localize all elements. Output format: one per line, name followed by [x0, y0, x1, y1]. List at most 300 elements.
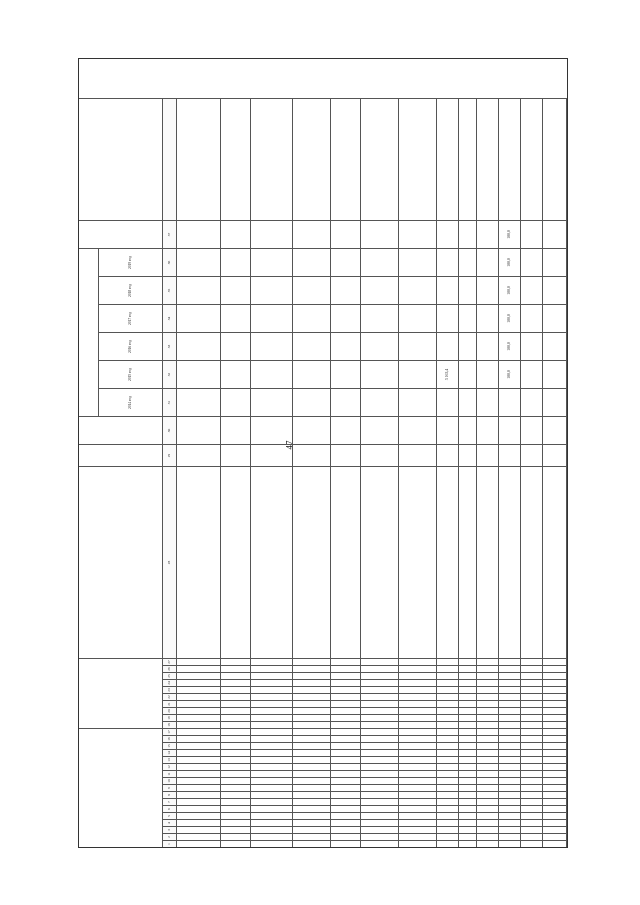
- code-cell: [251, 672, 293, 679]
- value-cell: 100,0: [499, 276, 521, 304]
- value-cell: [331, 276, 361, 304]
- code-cell: [399, 728, 437, 735]
- blank-cell: [437, 98, 459, 220]
- code-cell: [293, 777, 331, 784]
- code-cell: [543, 763, 567, 770]
- code-cell: [221, 770, 251, 777]
- column-number: 15: [163, 742, 177, 749]
- code-cell: [477, 721, 499, 728]
- value-cell: [477, 304, 499, 332]
- code-cell: [521, 700, 543, 707]
- code-cell: [521, 728, 543, 735]
- code-cell: [177, 770, 221, 777]
- code-cell: [543, 707, 567, 714]
- code-cell: [399, 686, 437, 693]
- code-cell: [251, 840, 293, 847]
- header-base-year: [79, 416, 163, 444]
- code-cell: [521, 826, 543, 833]
- value-cell: [437, 416, 459, 444]
- code-cell: [459, 735, 477, 742]
- code-cell: [331, 763, 361, 770]
- code-cell: [177, 763, 221, 770]
- header-year-2016: 2016 год: [99, 332, 163, 360]
- column-number: 28: [163, 466, 177, 658]
- code-cell: [499, 742, 521, 749]
- value-cell: [293, 388, 331, 416]
- code-cell: [499, 707, 521, 714]
- code-cell: [477, 840, 499, 847]
- code-cell: [221, 714, 251, 721]
- code-cell: [521, 791, 543, 798]
- unit-cell: [477, 444, 499, 466]
- column-number: 14: [163, 749, 177, 756]
- code-cell: [477, 791, 499, 798]
- value-cell: [437, 304, 459, 332]
- code-cell: [361, 700, 399, 707]
- code-cell: [221, 819, 251, 826]
- value-cell: [543, 416, 567, 444]
- code-cell: [331, 693, 361, 700]
- blank-cell: [251, 98, 293, 220]
- code-cell: [331, 784, 361, 791]
- unit-cell: [521, 444, 543, 466]
- value-cell: [543, 248, 567, 276]
- header-year-2019: 2019 год: [99, 248, 163, 276]
- value-cell: [521, 388, 543, 416]
- code-cell: [437, 714, 459, 721]
- code-cell: [437, 791, 459, 798]
- value-cell: [361, 388, 399, 416]
- code-cell: [521, 693, 543, 700]
- code-cell: [177, 756, 221, 763]
- code-cell: [361, 721, 399, 728]
- code-cell: [251, 805, 293, 812]
- code-cell: [543, 784, 567, 791]
- value-cell: [521, 304, 543, 332]
- code-cell: [221, 735, 251, 742]
- header-additional-codes: [79, 658, 163, 728]
- indicator-description: [251, 466, 293, 658]
- code-cell: [399, 714, 437, 721]
- unit-cell: [331, 444, 361, 466]
- code-cell: [477, 735, 499, 742]
- code-cell: [293, 679, 331, 686]
- code-cell: [477, 686, 499, 693]
- code-cell: [521, 665, 543, 672]
- column-number: 5: [163, 812, 177, 819]
- value-cell: [543, 276, 567, 304]
- code-cell: [543, 735, 567, 742]
- code-cell: [499, 693, 521, 700]
- code-cell: [331, 826, 361, 833]
- code-cell: [177, 798, 221, 805]
- code-cell: [361, 749, 399, 756]
- value-cell: [521, 220, 543, 248]
- code-cell: [521, 805, 543, 812]
- code-cell: [521, 707, 543, 714]
- value-cell: [293, 416, 331, 444]
- value-cell: [361, 220, 399, 248]
- code-cell: [437, 700, 459, 707]
- code-cell: [499, 812, 521, 819]
- value-cell: [521, 276, 543, 304]
- code-cell: [399, 700, 437, 707]
- column-number-blank: [163, 98, 177, 220]
- code-cell: [459, 721, 477, 728]
- code-cell: [177, 819, 221, 826]
- code-cell: [543, 770, 567, 777]
- code-cell: [399, 658, 437, 665]
- code-cell: [521, 840, 543, 847]
- code-cell: [293, 819, 331, 826]
- code-cell: [177, 658, 221, 665]
- code-cell: [459, 826, 477, 833]
- code-cell: [459, 833, 477, 840]
- code-cell: [221, 805, 251, 812]
- code-cell: [361, 665, 399, 672]
- code-cell: [293, 812, 331, 819]
- code-cell: [437, 707, 459, 714]
- value-cell: [293, 220, 331, 248]
- code-cell: [521, 686, 543, 693]
- code-cell: [361, 826, 399, 833]
- value-cell: [459, 276, 477, 304]
- value-cell: [437, 248, 459, 276]
- value-cell: [399, 304, 437, 332]
- column-number: 31: [163, 388, 177, 416]
- value-cell: [251, 220, 293, 248]
- value-cell: [477, 276, 499, 304]
- code-cell: [459, 742, 477, 749]
- code-cell: [293, 770, 331, 777]
- value-cell: [221, 276, 251, 304]
- value-cell: 100,0: [499, 248, 521, 276]
- code-cell: [477, 763, 499, 770]
- indicator-description: [331, 466, 361, 658]
- column-number: 10: [163, 777, 177, 784]
- code-cell: [437, 721, 459, 728]
- code-cell: [293, 805, 331, 812]
- program-indicators-table: [78, 58, 568, 848]
- unit-cell: [437, 444, 459, 466]
- code-cell: [251, 777, 293, 784]
- code-cell: [459, 693, 477, 700]
- value-cell: [177, 332, 221, 360]
- code-cell: [521, 770, 543, 777]
- code-cell: [293, 791, 331, 798]
- code-cell: [459, 679, 477, 686]
- header-years-group: [79, 248, 99, 416]
- code-cell: [177, 721, 221, 728]
- column-number: 32: [163, 360, 177, 388]
- code-cell: [459, 728, 477, 735]
- code-cell: [361, 756, 399, 763]
- column-number: 6: [163, 805, 177, 812]
- code-cell: [437, 798, 459, 805]
- code-cell: [437, 826, 459, 833]
- code-cell: [251, 784, 293, 791]
- unit-cell: [221, 444, 251, 466]
- value-cell: [437, 388, 459, 416]
- code-cell: [293, 700, 331, 707]
- column-number: 3: [163, 826, 177, 833]
- blank-cell: [477, 98, 499, 220]
- value-cell: [331, 220, 361, 248]
- code-cell: [331, 770, 361, 777]
- code-cell: [331, 833, 361, 840]
- code-cell: [399, 784, 437, 791]
- value-cell: 3 163,4: [437, 360, 459, 388]
- value-cell: [251, 360, 293, 388]
- code-cell: [459, 812, 477, 819]
- code-cell: [361, 812, 399, 819]
- code-cell: [399, 756, 437, 763]
- unit-cell: [399, 444, 437, 466]
- code-cell: [499, 791, 521, 798]
- code-cell: [251, 658, 293, 665]
- code-cell: [251, 679, 293, 686]
- code-cell: [399, 819, 437, 826]
- value-cell: [293, 360, 331, 388]
- blank-cell: [293, 98, 331, 220]
- value-cell: [399, 248, 437, 276]
- column-number: 18: [163, 721, 177, 728]
- code-cell: [399, 826, 437, 833]
- code-cell: [221, 686, 251, 693]
- code-cell: [543, 728, 567, 735]
- blank-cell: [177, 98, 221, 220]
- code-cell: [293, 756, 331, 763]
- value-cell: [251, 388, 293, 416]
- code-cell: [543, 721, 567, 728]
- code-cell: [399, 777, 437, 784]
- code-cell: [521, 798, 543, 805]
- code-cell: [331, 707, 361, 714]
- code-cell: [399, 812, 437, 819]
- code-cell: [361, 798, 399, 805]
- unit-cell: [543, 444, 567, 466]
- column-number: 16: [163, 735, 177, 742]
- code-cell: [459, 756, 477, 763]
- blank-cell: [543, 98, 567, 220]
- code-cell: [177, 686, 221, 693]
- value-cell: [221, 248, 251, 276]
- code-cell: [521, 714, 543, 721]
- code-cell: [459, 665, 477, 672]
- value-cell: [177, 276, 221, 304]
- code-cell: [543, 798, 567, 805]
- code-cell: [459, 798, 477, 805]
- code-cell: [293, 840, 331, 847]
- code-cell: [221, 721, 251, 728]
- blank-cell: [499, 98, 521, 220]
- code-cell: [543, 826, 567, 833]
- code-cell: [221, 742, 251, 749]
- code-cell: [361, 791, 399, 798]
- code-cell: [177, 714, 221, 721]
- value-cell: [361, 416, 399, 444]
- code-cell: [477, 700, 499, 707]
- code-cell: [251, 686, 293, 693]
- code-cell: [331, 742, 361, 749]
- code-cell: [331, 658, 361, 665]
- code-cell: [177, 784, 221, 791]
- unit-cell: [459, 444, 477, 466]
- page-number: 47: [284, 440, 295, 450]
- code-cell: [459, 658, 477, 665]
- code-cell: [361, 707, 399, 714]
- code-cell: [221, 756, 251, 763]
- value-cell: [459, 416, 477, 444]
- header-year-2017: 2017 год: [99, 304, 163, 332]
- code-cell: [177, 700, 221, 707]
- value-cell: [251, 248, 293, 276]
- code-cell: [477, 693, 499, 700]
- unit-cell: [499, 444, 521, 466]
- indicator-description: [437, 466, 459, 658]
- code-cell: [221, 679, 251, 686]
- value-cell: [477, 220, 499, 248]
- code-cell: [221, 833, 251, 840]
- code-cell: [499, 819, 521, 826]
- code-cell: [177, 728, 221, 735]
- code-cell: [543, 791, 567, 798]
- code-cell: [543, 819, 567, 826]
- code-cell: [251, 819, 293, 826]
- value-cell: [459, 360, 477, 388]
- column-number: 21: [163, 700, 177, 707]
- code-cell: [499, 658, 521, 665]
- code-cell: [499, 798, 521, 805]
- value-cell: [221, 304, 251, 332]
- code-cell: [221, 728, 251, 735]
- code-cell: [361, 833, 399, 840]
- value-cell: [459, 304, 477, 332]
- code-cell: [361, 728, 399, 735]
- code-cell: [499, 770, 521, 777]
- value-cell: [251, 416, 293, 444]
- indicator-description: [221, 466, 251, 658]
- code-cell: [477, 714, 499, 721]
- code-cell: [251, 728, 293, 735]
- header-target-value: [79, 220, 163, 248]
- code-cell: [521, 756, 543, 763]
- code-cell: [521, 833, 543, 840]
- code-cell: [251, 693, 293, 700]
- code-cell: [177, 826, 221, 833]
- code-cell: [293, 728, 331, 735]
- value-cell: [459, 388, 477, 416]
- value-cell: [221, 388, 251, 416]
- value-cell: [293, 276, 331, 304]
- code-cell: [459, 770, 477, 777]
- code-cell: [543, 658, 567, 665]
- column-number: 2: [163, 833, 177, 840]
- code-cell: [361, 714, 399, 721]
- value-cell: [521, 360, 543, 388]
- value-cell: [543, 220, 567, 248]
- indicator-description: [459, 466, 477, 658]
- value-cell: [521, 416, 543, 444]
- code-cell: [293, 665, 331, 672]
- code-cell: [331, 840, 361, 847]
- code-cell: [499, 721, 521, 728]
- value-cell: [293, 248, 331, 276]
- code-cell: [543, 812, 567, 819]
- code-cell: [293, 826, 331, 833]
- indicator-description: [293, 466, 331, 658]
- value-cell: [221, 332, 251, 360]
- value-cell: 100,0: [499, 304, 521, 332]
- code-cell: [361, 672, 399, 679]
- code-cell: [221, 707, 251, 714]
- value-cell: [177, 388, 221, 416]
- code-cell: [293, 714, 331, 721]
- value-cell: [521, 248, 543, 276]
- code-cell: [459, 819, 477, 826]
- header-description: [79, 466, 163, 658]
- code-cell: [331, 791, 361, 798]
- code-cell: [361, 658, 399, 665]
- value-cell: [251, 304, 293, 332]
- code-cell: [251, 742, 293, 749]
- code-cell: [543, 686, 567, 693]
- value-cell: 100,0: [499, 360, 521, 388]
- code-cell: [293, 658, 331, 665]
- code-cell: [293, 798, 331, 805]
- code-cell: [177, 749, 221, 756]
- column-number: 7: [163, 798, 177, 805]
- value-cell: [521, 332, 543, 360]
- code-cell: [543, 749, 567, 756]
- unit-cell: [293, 444, 331, 466]
- value-cell: [437, 220, 459, 248]
- value-cell: [399, 276, 437, 304]
- code-cell: [293, 742, 331, 749]
- indicator-description: [543, 466, 567, 658]
- code-cell: [293, 693, 331, 700]
- code-cell: [521, 812, 543, 819]
- code-cell: [293, 784, 331, 791]
- header-budget-codes: [79, 728, 163, 847]
- code-cell: [293, 686, 331, 693]
- code-cell: [221, 826, 251, 833]
- column-number: 12: [163, 763, 177, 770]
- code-cell: [499, 728, 521, 735]
- code-cell: [521, 672, 543, 679]
- code-cell: [437, 840, 459, 847]
- column-number: 23: [163, 686, 177, 693]
- value-cell: [499, 388, 521, 416]
- blank-cell: [459, 98, 477, 220]
- code-cell: [437, 819, 459, 826]
- code-cell: [499, 784, 521, 791]
- value-cell: [361, 304, 399, 332]
- code-cell: [437, 763, 459, 770]
- code-cell: [251, 812, 293, 819]
- code-cell: [437, 805, 459, 812]
- header-right-margin: [79, 98, 163, 220]
- code-cell: [221, 749, 251, 756]
- value-cell: [361, 276, 399, 304]
- value-cell: [437, 276, 459, 304]
- indicator-description: [177, 466, 221, 658]
- code-cell: [331, 714, 361, 721]
- code-cell: [331, 665, 361, 672]
- value-cell: [477, 332, 499, 360]
- code-cell: [521, 763, 543, 770]
- code-cell: [331, 756, 361, 763]
